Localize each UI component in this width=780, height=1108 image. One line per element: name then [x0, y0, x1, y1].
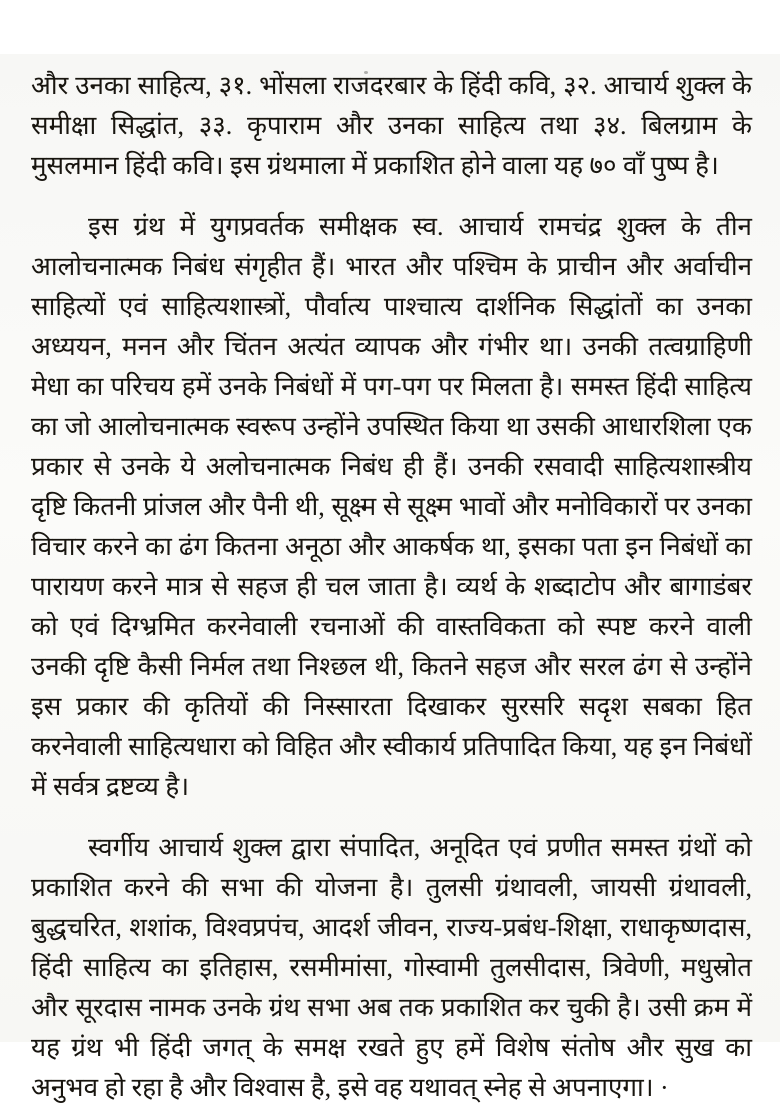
paragraph-publication-plan: स्वर्गीय आचार्य शुक्ल द्वारा संपादित, अनूदित एवं प्रणीत समस्त ग्रंथों को प्रकाशित करने की सभा की योजना है। तुलसी ग्रंथावली, जायसी ग्रंथावली, बुद्धचरित, शशांक, विश्वप्रपंच, आदर्श जीवन, राज्य-प्रबंध-शिक्षा, राधाकृष्णदास, हिंदी साहित्य का इतिहास, रसमीमांसा, गोस्वामी तुलसीदास, त्रिवेणी, मधुस्रोत और सूरदास नामक उनके ग्रंथ सभा अब तक प्रकाशित कर चुकी है। उसी क्रम में यह ग्रंथ भी हिंदी जगत् के समक्ष रखते हुए हमें विशेष संतोष और सुख का अनुभव हो रहा है और विश्वास है, इसे वह यथावत् स्नेह से अपनाएगा। ·: [31, 833, 752, 1102]
text-block: [31, 66, 752, 1108]
paragraph-continuation: और उनका साहित्य, ३१. भोंसला राजदरबार के हिंदी कवि, ३२. आचार्य शुक्ल के समीक्षा सिद्धांत, ३३. कृपाराम और उनका साहित्य तथा ३४. बिलग्राम के मुसलमान हिंदी कवि। इस ग्रंथमाला में प्रकाशित होने वाला यह ७० वाँ पुष्प है।: [31, 71, 752, 180]
scanned-page-surface: [0, 54, 780, 1102]
paragraph-essays-description: इस ग्रंथ में युगप्रवर्तक समीक्षक स्व. आचार्य रामचंद्र शुक्ल के तीन आलोचनात्मक निबंध संगृहीत हैं। भारत और पश्चिम के प्राचीन और अर्वाचीन साहित्यों एवं साहित्यशास्त्रों, पौर्वात्य पाश्चात्य दार्शनिक सिद्धांतों का उनका अध्ययन, मनन और चिंतन अत्यंत व्यापक और गंभीर था। उनकी तत्वग्राहिणी मेधा का परिचय हमें उनके निबंधों में पग-पग पर मिलता है। समस्त हिंदी साहित्य का जो आलोचनात्मक स्वरूप उन्होंने उपस्थित किया था उसकी आधारशिला एक प्रकार से उनके ये अलोचनात्मक निबंध ही हैं। उनकी रसवादी साहित्यशास्त्रीय दृष्टि कितनी प्रांजल और पैनी थी, सूक्ष्म से सूक्ष्म भावों और मनोविकारों पर उनका विचार करने का ढंग कितना अनूठा और आकर्षक था, इसका पता इन निबंधों का पारायण करने मात्र से सहज ही चल जाता है। व्यर्थ के शब्दाटोप और बागाडंबर को एवं दिग्भ्रमित करनेवाली रचनाओं की वास्तविकता को स्पष्ट करने वाली उनकी दृष्टि कैसी निर्मल तथा निश्छल थी, कितने सहज और सरल ढंग से उन्होंने इस प्रकार की कृतियों की निस्सारता दिखाकर सुरसरि सदृश सबका हित करनेवाली साहित्यधारा को विहित और स्वीकार्य प्रतिपादित किया, यह इन निबंधों में सर्वत्र द्रष्टव्य है।: [31, 212, 752, 801]
